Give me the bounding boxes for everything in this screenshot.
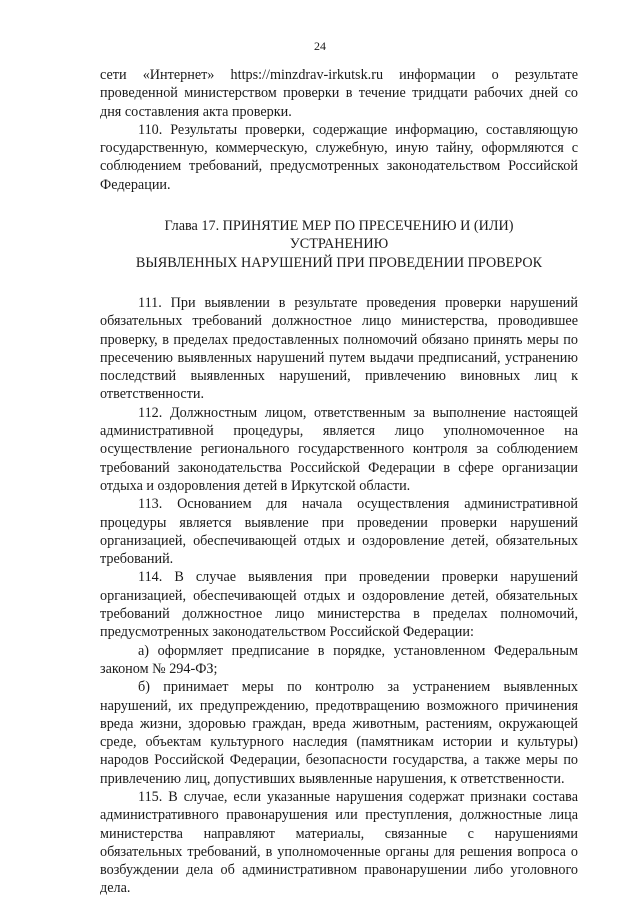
paragraph-114: 114. В случае выявления при проведении проверки нарушений организацией, обеспечивающей отдых и оздоровление детей, обязательных требований должностное лицо министерства в пределах полномочий, предусмотренных законодательством Российской Федерации:: [100, 569, 578, 641]
paragraph-113: 113. Основанием для начала осуществления административной процедуры является выявление при проведении проверки нарушений организацией, обеспечивающей отдых и оздоровление детей, обязательных требований.: [100, 496, 578, 568]
paragraph-111: 111. При выявлении в результате проведения проверки нарушений обязательных требований должностное лицо министерства, проводившее проверку, в пределах предоставленных полномочий обязано принять меры по пресечению выявленных нарушений путем выдачи предписаний, устранению последствий выявленных нарушений, привлечению виновных лиц к ответственности.: [100, 294, 578, 403]
paragraph-110: 110. Результаты проверки, содержащие информацию, составляющую государственную, коммерческую, служебную, иную тайну, оформляются с соблюдением требований, предусмотренных законодательством Российской Федерации.: [100, 121, 578, 193]
document-body: [100, 66, 578, 898]
paragraph-112: 112. Должностным лицом, ответственным за выполнение настоящей административной процедуры, является лицо уполномоченное на осуществление регионального государственного контроля за соблюдением требований законодательства Российской Федерации в сфере организации отдыха и оздоровления детей в Иркутской области.: [100, 404, 578, 494]
paragraph-115: 115. В случае, если указанные нарушения содержат признаки состава административного правонарушения или преступления, должностные лица министерства направляют материалы, связанные с нарушениями обязательных требований, в уполномоченные органы для решения вопроса о возбуждении дела об административном правонарушении либо уголовного дела.: [100, 788, 578, 897]
paragraph-114-b: б) принимает меры по контролю за устранением выявленных нарушений, их предупреждению, предотвращению возможного причинения вреда жизни, здоровью граждан, вреда животным, растениям, окружающей среде, объектам культурного наследия (памятникам истории и культуры) народов Российской Федерации, безопасности государства, а также меры по привлечению лиц, допустивших выявленные нарушения, к ответственности.: [100, 679, 578, 787]
chapter-heading-line-3: ВЫЯВЛЕННЫХ НАРУШЕНИЙ ПРИ ПРОВЕДЕНИИ ПРОВЕРОК: [135, 254, 543, 271]
chapter-heading: [100, 217, 578, 272]
page-number: 24: [314, 39, 326, 53]
chapter-heading-line-2: УСТРАНЕНИЮ: [289, 236, 389, 253]
chapter-heading-line-1: Глава 17. ПРИНЯТИЕ МЕР ПО ПРЕСЕЧЕНИЮ И (ИЛИ): [164, 218, 514, 235]
paragraph-109-continuation: сети «Интернет» https://minzdrav-irkutsk.ru информации о результате проведенной министерством проверки в течение тридцати рабочих дней со дня составления акта проверки.: [100, 67, 578, 120]
paragraph-114-a: а) оформляет предписание в порядке, установленном Федеральным законом № 294-ФЗ;: [100, 642, 578, 677]
